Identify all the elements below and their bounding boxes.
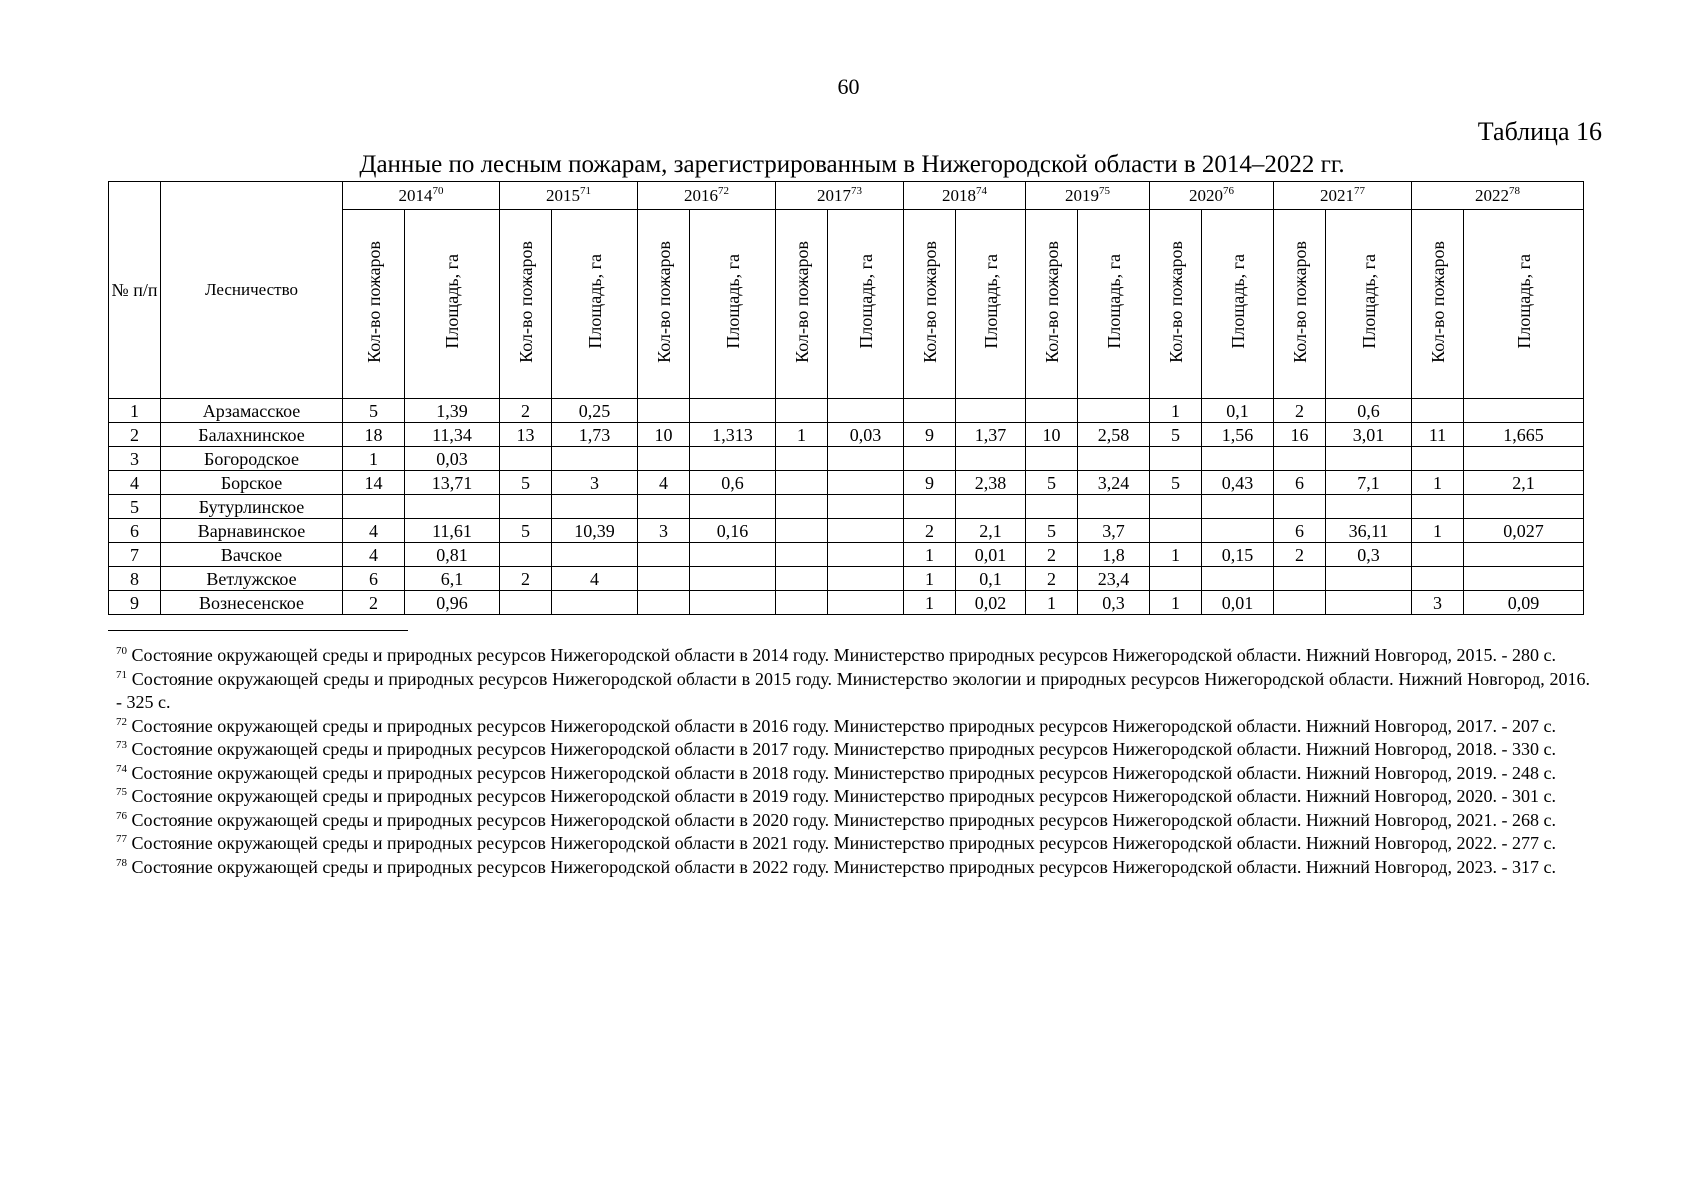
year-header-2019: 2019$^{75}$ xyxy=(1026,182,1150,210)
fire-count-header-2020: Кол-во пожаров xyxy=(1150,210,1202,399)
year-header-2021: 2021$^{77}$ xyxy=(1274,182,1412,210)
forestry-name: Вачское xyxy=(161,543,343,567)
area-cell: 0,027 xyxy=(1464,519,1584,543)
footnote: $^{75}$ Состояние окружающей среды и природных ресурсов Нижегородской области в 2019 году. Министерство природных ресурсов Нижегородской области. Нижний Новгород, 2020. - 301 с. xyxy=(116,786,1556,806)
fire-count-cell: 18 xyxy=(343,423,405,447)
fire-count-cell xyxy=(1274,495,1326,519)
fire-count-cell: 1 xyxy=(904,567,956,591)
year-header-2015: 2015$^{71}$ xyxy=(500,182,638,210)
fire-count-cell xyxy=(1274,447,1326,471)
area-cell: 6,1 xyxy=(405,567,500,591)
fire-count-cell: 5 xyxy=(343,399,405,423)
area-cell: 1,73 xyxy=(552,423,638,447)
area-cell xyxy=(552,447,638,471)
fire-count-cell xyxy=(776,543,828,567)
area-cell xyxy=(405,495,500,519)
area-header-2016: Площадь, га xyxy=(690,210,776,399)
fire-count-cell: 5 xyxy=(500,471,552,495)
fire-count-header-2015: Кол-во пожаров xyxy=(500,210,552,399)
fire-count-cell: 5 xyxy=(1026,471,1078,495)
year-header-2014: 2014$^{70}$ xyxy=(343,182,500,210)
fire-count-cell xyxy=(904,495,956,519)
fire-count-cell xyxy=(1274,591,1326,615)
fire-count-header-2018: Кол-во пожаров xyxy=(904,210,956,399)
fire-count-cell: 1 xyxy=(904,591,956,615)
fire-count-cell: 1 xyxy=(776,423,828,447)
area-cell: 11,61 xyxy=(405,519,500,543)
fire-count-cell xyxy=(1150,495,1202,519)
fire-count-cell: 5 xyxy=(1150,471,1202,495)
fire-count-cell: 5 xyxy=(500,519,552,543)
fire-count-cell xyxy=(638,495,690,519)
area-cell xyxy=(956,447,1026,471)
area-cell: 0,02 xyxy=(956,591,1026,615)
fire-count-cell: 6 xyxy=(343,567,405,591)
fire-count-cell xyxy=(500,591,552,615)
area-cell xyxy=(828,543,904,567)
fire-count-cell xyxy=(776,447,828,471)
area-cell: 0,01 xyxy=(956,543,1026,567)
area-cell: 10,39 xyxy=(552,519,638,543)
footnotes xyxy=(116,644,1590,879)
fire-count-cell: 1 xyxy=(1412,519,1464,543)
row-number: 6 xyxy=(109,519,161,543)
area-cell: 2,1 xyxy=(956,519,1026,543)
fire-count-cell xyxy=(776,567,828,591)
fire-count-cell: 1 xyxy=(1026,591,1078,615)
row-number: 9 xyxy=(109,591,161,615)
fire-count-header-2017: Кол-во пожаров xyxy=(776,210,828,399)
fire-count-cell: 10 xyxy=(1026,423,1078,447)
area-cell xyxy=(828,519,904,543)
area-cell xyxy=(1078,495,1150,519)
area-cell: 0,16 xyxy=(690,519,776,543)
area-cell xyxy=(828,399,904,423)
fire-count-cell xyxy=(638,447,690,471)
area-cell xyxy=(828,591,904,615)
forestry-name: Борское xyxy=(161,471,343,495)
row-number: 3 xyxy=(109,447,161,471)
fire-count-header-2022: Кол-во пожаров xyxy=(1412,210,1464,399)
area-header-2014: Площадь, га xyxy=(405,210,500,399)
table-row xyxy=(109,567,1584,591)
fire-count-cell xyxy=(343,495,405,519)
area-cell xyxy=(690,591,776,615)
year-header-2020: 2020$^{76}$ xyxy=(1150,182,1274,210)
area-cell: 1,37 xyxy=(956,423,1026,447)
area-cell: 0,3 xyxy=(1078,591,1150,615)
fire-count-cell: 5 xyxy=(1026,519,1078,543)
area-cell xyxy=(1326,567,1412,591)
area-cell xyxy=(1326,591,1412,615)
fire-count-cell: 1 xyxy=(1412,471,1464,495)
area-cell xyxy=(1202,495,1274,519)
area-header-2018: Площадь, га xyxy=(956,210,1026,399)
fire-count-cell xyxy=(776,471,828,495)
footnote: $^{72}$ Состояние окружающей среды и природных ресурсов Нижегородской области в 2016 году. Министерство природных ресурсов Нижегородской области. Нижний Новгород, 2017. - 207 с. xyxy=(116,715,1556,736)
area-cell: 0,1 xyxy=(956,567,1026,591)
area-cell: 23,4 xyxy=(1078,567,1150,591)
fire-count-cell: 10 xyxy=(638,423,690,447)
area-cell xyxy=(1464,567,1584,591)
area-cell xyxy=(690,495,776,519)
table-row xyxy=(109,399,1584,423)
fire-count-cell: 2 xyxy=(1026,543,1078,567)
fire-count-cell xyxy=(500,447,552,471)
fire-count-cell xyxy=(1412,567,1464,591)
area-cell: 0,03 xyxy=(828,423,904,447)
fire-count-cell xyxy=(776,519,828,543)
area-cell xyxy=(828,567,904,591)
area-cell: 0,09 xyxy=(1464,591,1584,615)
area-cell: 0,03 xyxy=(405,447,500,471)
fire-count-cell: 3 xyxy=(1412,591,1464,615)
area-cell: 0,6 xyxy=(1326,399,1412,423)
table-body xyxy=(109,399,1584,615)
area-cell xyxy=(1464,399,1584,423)
row-number: 5 xyxy=(109,495,161,519)
area-cell xyxy=(828,495,904,519)
fire-count-cell: 11 xyxy=(1412,423,1464,447)
fire-count-cell: 2 xyxy=(1274,399,1326,423)
area-cell xyxy=(1464,543,1584,567)
area-cell: 2,58 xyxy=(1078,423,1150,447)
fire-count-cell: 16 xyxy=(1274,423,1326,447)
fire-count-cell: 1 xyxy=(1150,543,1202,567)
area-cell: 0,96 xyxy=(405,591,500,615)
area-cell xyxy=(828,447,904,471)
table-row xyxy=(109,519,1584,543)
area-header-2021: Площадь, га xyxy=(1326,210,1412,399)
fire-count-cell xyxy=(776,591,828,615)
fire-count-cell: 6 xyxy=(1274,519,1326,543)
area-cell xyxy=(1464,495,1584,519)
fire-count-cell: 2 xyxy=(500,567,552,591)
fire-count-cell: 9 xyxy=(904,423,956,447)
fire-count-cell: 3 xyxy=(638,519,690,543)
area-cell xyxy=(1326,495,1412,519)
area-cell: 1,313 xyxy=(690,423,776,447)
footnote: $^{70}$ Состояние окружающей среды и природных ресурсов Нижегородской области в 2014 году. Министерство природных ресурсов Нижегородской области. Нижний Новгород, 2015. - 280 с. xyxy=(116,645,1556,665)
area-header-2019: Площадь, га xyxy=(1078,210,1150,399)
fire-count-cell xyxy=(1412,399,1464,423)
area-cell xyxy=(1202,447,1274,471)
table-row xyxy=(109,495,1584,519)
fire-count-cell xyxy=(1150,567,1202,591)
footnote-divider xyxy=(108,630,408,631)
table-row xyxy=(109,447,1584,471)
area-cell xyxy=(956,495,1026,519)
fire-count-cell xyxy=(638,567,690,591)
area-cell: 7,1 xyxy=(1326,471,1412,495)
area-cell: 0,01 xyxy=(1202,591,1274,615)
header-no: № п/п xyxy=(109,182,161,399)
fire-count-cell: 2 xyxy=(1026,567,1078,591)
fire-count-header-2019: Кол-во пожаров xyxy=(1026,210,1078,399)
area-cell: 0,25 xyxy=(552,399,638,423)
area-cell: 0,81 xyxy=(405,543,500,567)
row-number: 7 xyxy=(109,543,161,567)
area-cell xyxy=(690,447,776,471)
fire-count-cell xyxy=(904,399,956,423)
area-cell: 0,43 xyxy=(1202,471,1274,495)
fire-count-cell: 14 xyxy=(343,471,405,495)
row-number: 4 xyxy=(109,471,161,495)
fire-count-cell xyxy=(1150,519,1202,543)
table-row xyxy=(109,471,1584,495)
forestry-name: Арзамасское xyxy=(161,399,343,423)
area-cell: 36,11 xyxy=(1326,519,1412,543)
fire-count-cell xyxy=(638,399,690,423)
table-row xyxy=(109,543,1584,567)
row-number: 8 xyxy=(109,567,161,591)
footnote: $^{77}$ Состояние окружающей среды и природных ресурсов Нижегородской области в 2021 году. Министерство природных ресурсов Нижегородской области. Нижний Новгород, 2022. - 277 с. xyxy=(116,833,1556,853)
row-number: 1 xyxy=(109,399,161,423)
fire-count-cell: 2 xyxy=(343,591,405,615)
forest-fires-table xyxy=(108,181,1584,615)
area-cell xyxy=(1326,447,1412,471)
fire-count-cell xyxy=(638,543,690,567)
area-header-2015: Площадь, га xyxy=(552,210,638,399)
fire-count-cell xyxy=(776,399,828,423)
area-cell: 1,56 xyxy=(1202,423,1274,447)
fire-count-header-2014: Кол-во пожаров xyxy=(343,210,405,399)
year-header-row xyxy=(109,182,1584,210)
fire-count-cell: 4 xyxy=(343,519,405,543)
area-header-2020: Площадь, га xyxy=(1202,210,1274,399)
forestry-name: Варнавинское xyxy=(161,519,343,543)
fire-count-cell: 5 xyxy=(1150,423,1202,447)
fire-count-header-2021: Кол-во пожаров xyxy=(1274,210,1326,399)
fire-count-cell: 6 xyxy=(1274,471,1326,495)
area-header-2022: Площадь, га xyxy=(1464,210,1584,399)
forestry-name: Балахнинское xyxy=(161,423,343,447)
fire-count-cell xyxy=(1026,399,1078,423)
area-cell xyxy=(956,399,1026,423)
fire-count-cell xyxy=(1412,495,1464,519)
fire-count-cell xyxy=(1412,447,1464,471)
fire-count-cell: 4 xyxy=(343,543,405,567)
fire-count-cell xyxy=(776,495,828,519)
header-forestry: Лесничество xyxy=(161,182,343,399)
fire-count-cell: 2 xyxy=(1274,543,1326,567)
fire-count-cell xyxy=(1274,567,1326,591)
footnote: $^{76}$ Состояние окружающей среды и природных ресурсов Нижегородской области в 2020 году. Министерство природных ресурсов Нижегородской области. Нижний Новгород, 2021. - 268 с. xyxy=(116,809,1556,830)
area-cell xyxy=(1202,519,1274,543)
page-number: 60 xyxy=(837,74,860,99)
year-header-2016: 2016$^{72}$ xyxy=(638,182,776,210)
fire-count-cell xyxy=(638,591,690,615)
forestry-name: Вознесенское xyxy=(161,591,343,615)
forestry-name: Бутурлинское xyxy=(161,495,343,519)
footnote: $^{78}$ Состояние окружающей среды и природных ресурсов Нижегородской области в 2022 году. Министерство природных ресурсов Нижегородской области. Нижний Новгород, 2023. - 317 с. xyxy=(116,856,1556,877)
fire-count-cell xyxy=(1412,543,1464,567)
area-cell: 3,01 xyxy=(1326,423,1412,447)
fire-count-cell: 1 xyxy=(904,543,956,567)
footnote: $^{73}$ Состояние окружающей среды и природных ресурсов Нижегородской области в 2017 году. Министерство природных ресурсов Нижегородской области. Нижний Новгород, 2018. - 330 с. xyxy=(116,739,1556,759)
area-cell: 1,8 xyxy=(1078,543,1150,567)
area-cell: 0,6 xyxy=(690,471,776,495)
area-cell xyxy=(1202,567,1274,591)
table-row xyxy=(109,423,1584,447)
area-cell: 2,1 xyxy=(1464,471,1584,495)
area-cell xyxy=(1078,399,1150,423)
fire-count-cell: 9 xyxy=(904,471,956,495)
forestry-name: Богородское xyxy=(161,447,343,471)
fire-count-header-2016: Кол-во пожаров xyxy=(638,210,690,399)
area-cell: 0,1 xyxy=(1202,399,1274,423)
table-label: Таблица 16 xyxy=(1477,117,1602,146)
fire-count-cell xyxy=(1150,447,1202,471)
area-cell: 1,665 xyxy=(1464,423,1584,447)
area-cell: 2,38 xyxy=(956,471,1026,495)
area-cell: 1,39 xyxy=(405,399,500,423)
area-cell: 0,3 xyxy=(1326,543,1412,567)
area-cell: 11,34 xyxy=(405,423,500,447)
fire-count-cell: 1 xyxy=(343,447,405,471)
footnote: $^{71}$ Состояние окружающей среды и природных ресурсов Нижегородской области в 2015 году. Министерство экологии и природных ресурсов Нижегородской области. Нижний Новгород, 2016. - 325 с. xyxy=(116,668,1590,712)
year-header-2017: 2017$^{73}$ xyxy=(776,182,904,210)
table-title: Данные по лесным пожарам, зарегистрированным в Нижегородской области в 2014–2022 гг. xyxy=(359,151,1345,178)
area-cell xyxy=(552,543,638,567)
fire-count-cell: 2 xyxy=(904,519,956,543)
area-cell: 0,15 xyxy=(1202,543,1274,567)
area-cell: 13,71 xyxy=(405,471,500,495)
area-cell: 3 xyxy=(552,471,638,495)
footnote: $^{74}$ Состояние окружающей среды и природных ресурсов Нижегородской области в 2018 году. Министерство природных ресурсов Нижегородской области. Нижний Новгород, 2019. - 248 с. xyxy=(116,762,1556,783)
area-cell xyxy=(690,399,776,423)
year-header-2022: 2022$^{78}$ xyxy=(1412,182,1584,210)
area-cell xyxy=(1078,447,1150,471)
area-cell: 3,24 xyxy=(1078,471,1150,495)
fire-count-cell: 13 xyxy=(500,423,552,447)
table-row xyxy=(109,591,1584,615)
fire-count-cell xyxy=(500,543,552,567)
fire-count-cell: 4 xyxy=(638,471,690,495)
area-cell xyxy=(690,567,776,591)
fire-count-cell xyxy=(1026,495,1078,519)
year-header-2018: 2018$^{74}$ xyxy=(904,182,1026,210)
area-cell xyxy=(828,471,904,495)
area-cell: 4 xyxy=(552,567,638,591)
area-cell xyxy=(1464,447,1584,471)
fire-count-cell xyxy=(500,495,552,519)
fire-count-cell: 1 xyxy=(1150,399,1202,423)
area-cell xyxy=(552,591,638,615)
fire-count-cell: 2 xyxy=(500,399,552,423)
fire-count-cell: 1 xyxy=(1150,591,1202,615)
forestry-name: Ветлужское xyxy=(161,567,343,591)
fire-count-cell xyxy=(904,447,956,471)
area-cell xyxy=(552,495,638,519)
area-cell: 3,7 xyxy=(1078,519,1150,543)
area-header-2017: Площадь, га xyxy=(828,210,904,399)
fire-count-cell xyxy=(1026,447,1078,471)
row-number: 2 xyxy=(109,423,161,447)
area-cell xyxy=(690,543,776,567)
